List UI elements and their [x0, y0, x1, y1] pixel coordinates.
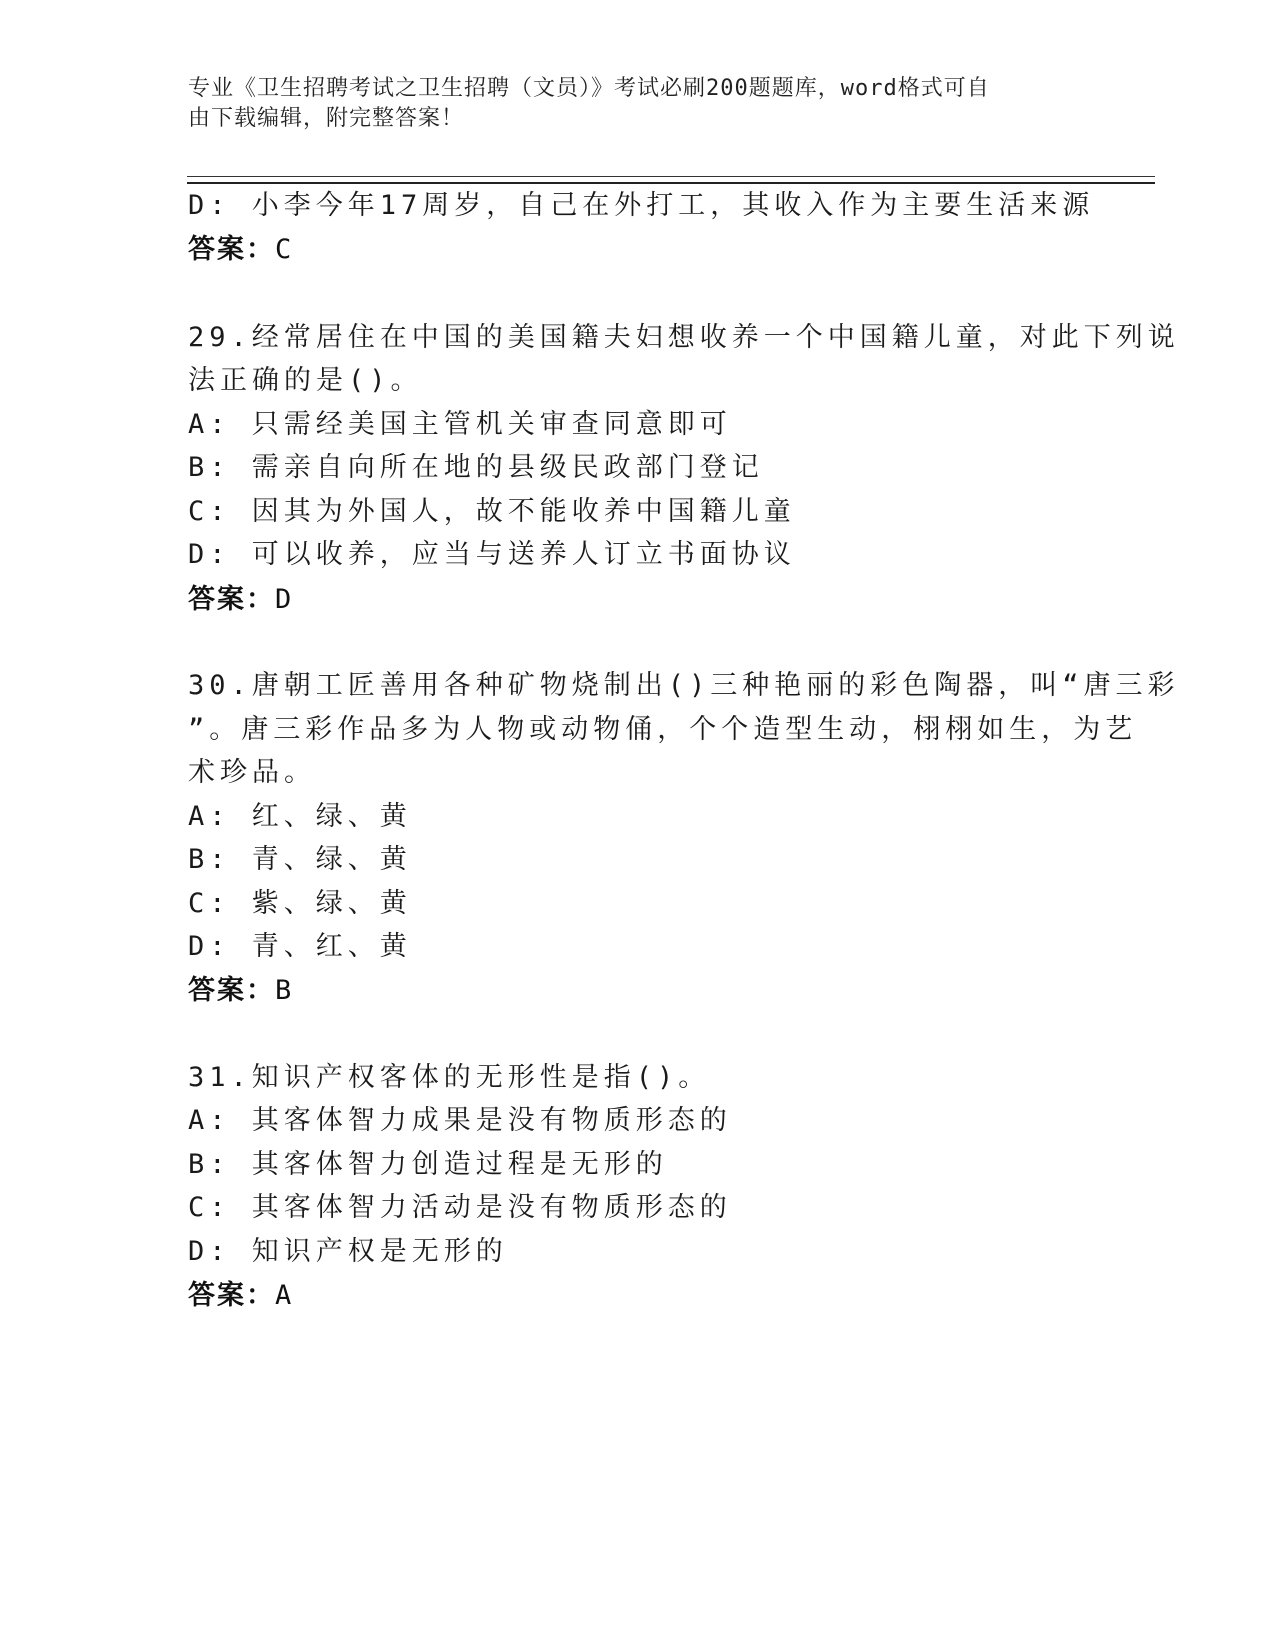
- question-30-option-d: D: 青、红、黄: [188, 931, 412, 962]
- answer-label: 答案：: [188, 1280, 275, 1311]
- question-31-stem-line-1: 31.知识产权客体的无形性是指()。: [188, 1062, 711, 1093]
- header-divider-thin: [187, 176, 1155, 177]
- question-29-option-d: D: 可以收养，应当与送养人订立书面协议: [188, 539, 796, 570]
- question-30-option-c: C: 紫、绿、黄: [188, 888, 412, 919]
- answer-label: 答案：: [188, 975, 275, 1006]
- answer-value: B: [275, 975, 292, 1006]
- question-30-stem-line-1: 30.唐朝工匠善用各种矿物烧制出()三种艳丽的彩色陶器，叫“唐三彩: [188, 670, 1180, 701]
- header-line-1: 专业《卫生招聘考试之卫生招聘（文员）》考试必刷200题题库，word格式可自: [188, 76, 990, 101]
- question-29-option-b: B: 需亲自向所在地的县级民政部门登记: [188, 452, 764, 483]
- answer-value: D: [275, 584, 292, 615]
- question-29-option-a: A: 只需经美国主管机关审查同意即可: [188, 409, 732, 440]
- question-30-option-a: A: 红、绿、黄: [188, 801, 412, 832]
- question-29-option-c: C: 因其为外国人，故不能收养中国籍儿童: [188, 496, 796, 527]
- answer-value: C: [275, 234, 292, 265]
- question-29-stem-line-2: 法正确的是()。: [188, 365, 423, 396]
- answer-label: 答案：: [188, 234, 275, 265]
- header-line-2: 由下载编辑，附完整答案！: [188, 106, 465, 131]
- answer-label: 答案：: [188, 584, 275, 615]
- question-30-option-b: B: 青、绿、黄: [188, 844, 412, 875]
- answer-value: A: [275, 1280, 292, 1311]
- question-30-stem-line-2: ”。唐三彩作品多为人物或动物俑，个个造型生动，栩栩如生，为艺: [188, 714, 1138, 745]
- question-31-option-c: C: 其客体智力活动是没有物质形态的: [188, 1192, 732, 1223]
- question-31-option-a: A: 其客体智力成果是没有物质形态的: [188, 1105, 732, 1136]
- question-31-answer: [188, 1276, 291, 1316]
- header-divider-thick: [187, 182, 1155, 184]
- question-31-option-d: D: 知识产权是无形的: [188, 1236, 508, 1267]
- prev-option-d: D: 小李今年17周岁，自己在外打工，其收入作为主要生活来源: [188, 190, 1095, 221]
- question-29-answer: [188, 580, 291, 620]
- question-30-stem-line-3: 术珍品。: [188, 757, 316, 788]
- question-30-answer: [188, 971, 291, 1011]
- page-header: [188, 74, 1068, 134]
- prev-answer: [188, 230, 291, 270]
- question-29-stem-line-1: 29.经常居住在中国的美国籍夫妇想收养一个中国籍儿童，对此下列说: [188, 322, 1180, 353]
- question-31-option-b: B: 其客体智力创造过程是无形的: [188, 1149, 668, 1180]
